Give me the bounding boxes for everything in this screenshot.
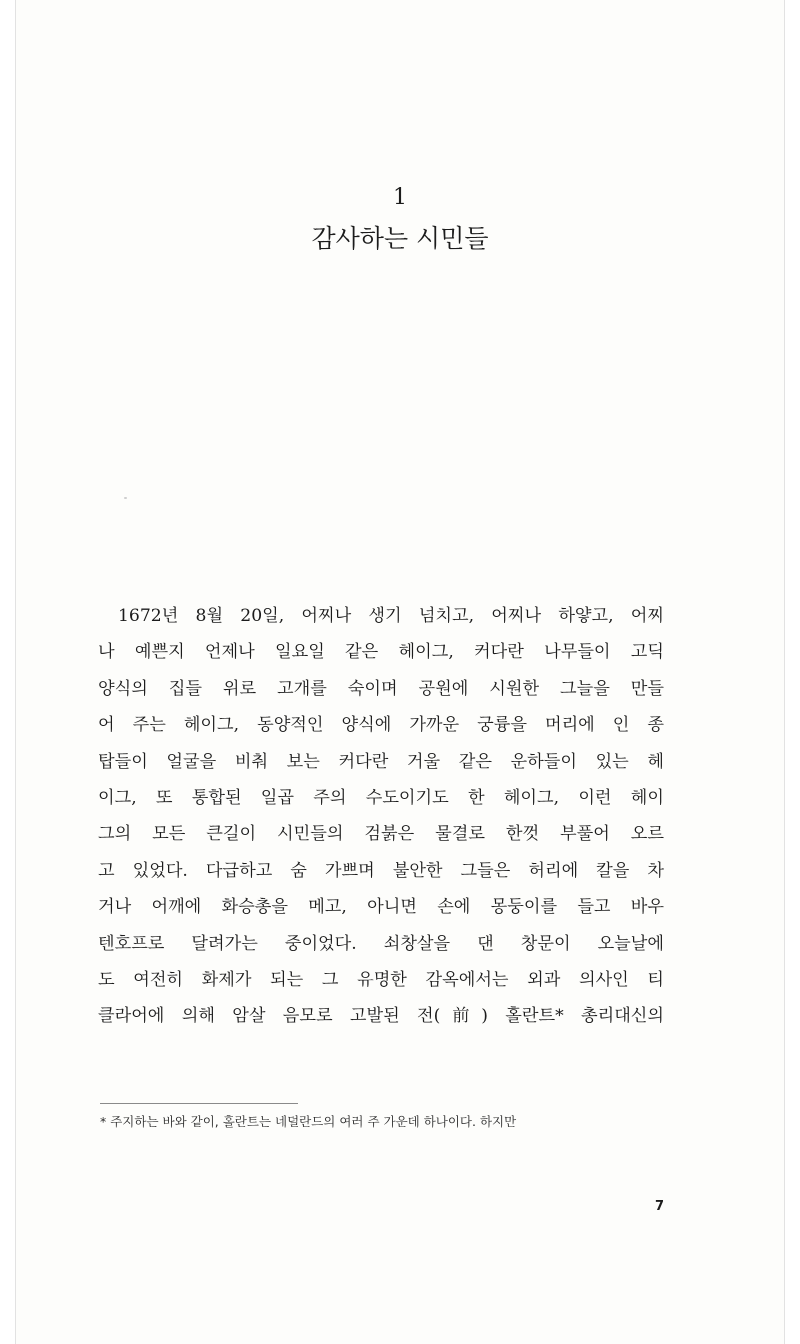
paper-speck	[124, 497, 127, 499]
body-line: 어 주는 헤이그, 동양적인 양식에 가까운 궁륭을 머리에 인 종	[98, 715, 664, 736]
body-line: 1672년 8월 20일, 어찌나 생기 넘치고, 어찌나 하얗고, 어찌	[118, 606, 664, 626]
footnote: * 주지하는 바와 같이, 홀란트는 네덜란드의 여러 주 가운데 하나이다. 하지만	[100, 1114, 517, 1129]
body-line: 거나 어깨에 화승총을 메고, 아니면 손에 몽둥이를 들고 바우	[98, 897, 664, 918]
body-line: 양식의 집들 위로 고개를 숙이며 공원에 시원한 그늘을 만들	[98, 678, 664, 699]
chapter-number: 1	[393, 185, 407, 210]
body-line: 나 예쁜지 언제나 일요일 같은 헤이그, 커다란 나무들이 고딕	[98, 642, 664, 663]
body-line: 도 여전히 화제가 되는 그 유명한 감옥에서는 외과 의사인 티	[98, 970, 664, 991]
body-line: 텐호프로 달려가는 중이었다. 쇠창살을 댄 창문이 오늘날에	[98, 933, 664, 954]
body-line: 그의 모든 큰길이 시민들의 검붉은 물결로 한껏 부풀어 오르	[98, 824, 664, 845]
body-line: 이그, 또 통합된 일곱 주의 수도이기도 한 헤이그, 이런 헤이	[98, 788, 664, 809]
footnote-divider	[100, 1103, 298, 1104]
body-paragraph	[98, 598, 664, 1035]
body-line: 탑들이 얼굴을 비춰 보는 커다란 거울 같은 운하들이 있는 헤	[98, 751, 664, 772]
body-line: 고 있었다. 다급하고 숨 가쁘며 불안한 그들은 허리에 칼을 차	[98, 860, 664, 881]
page-number: 7	[654, 1199, 664, 1214]
body-line: 클라어에 의해 암살 음모로 고발된 전(前) 홀란트* 총리대신의	[98, 1006, 664, 1027]
chapter-title: 감사하는 시민들	[311, 224, 489, 253]
